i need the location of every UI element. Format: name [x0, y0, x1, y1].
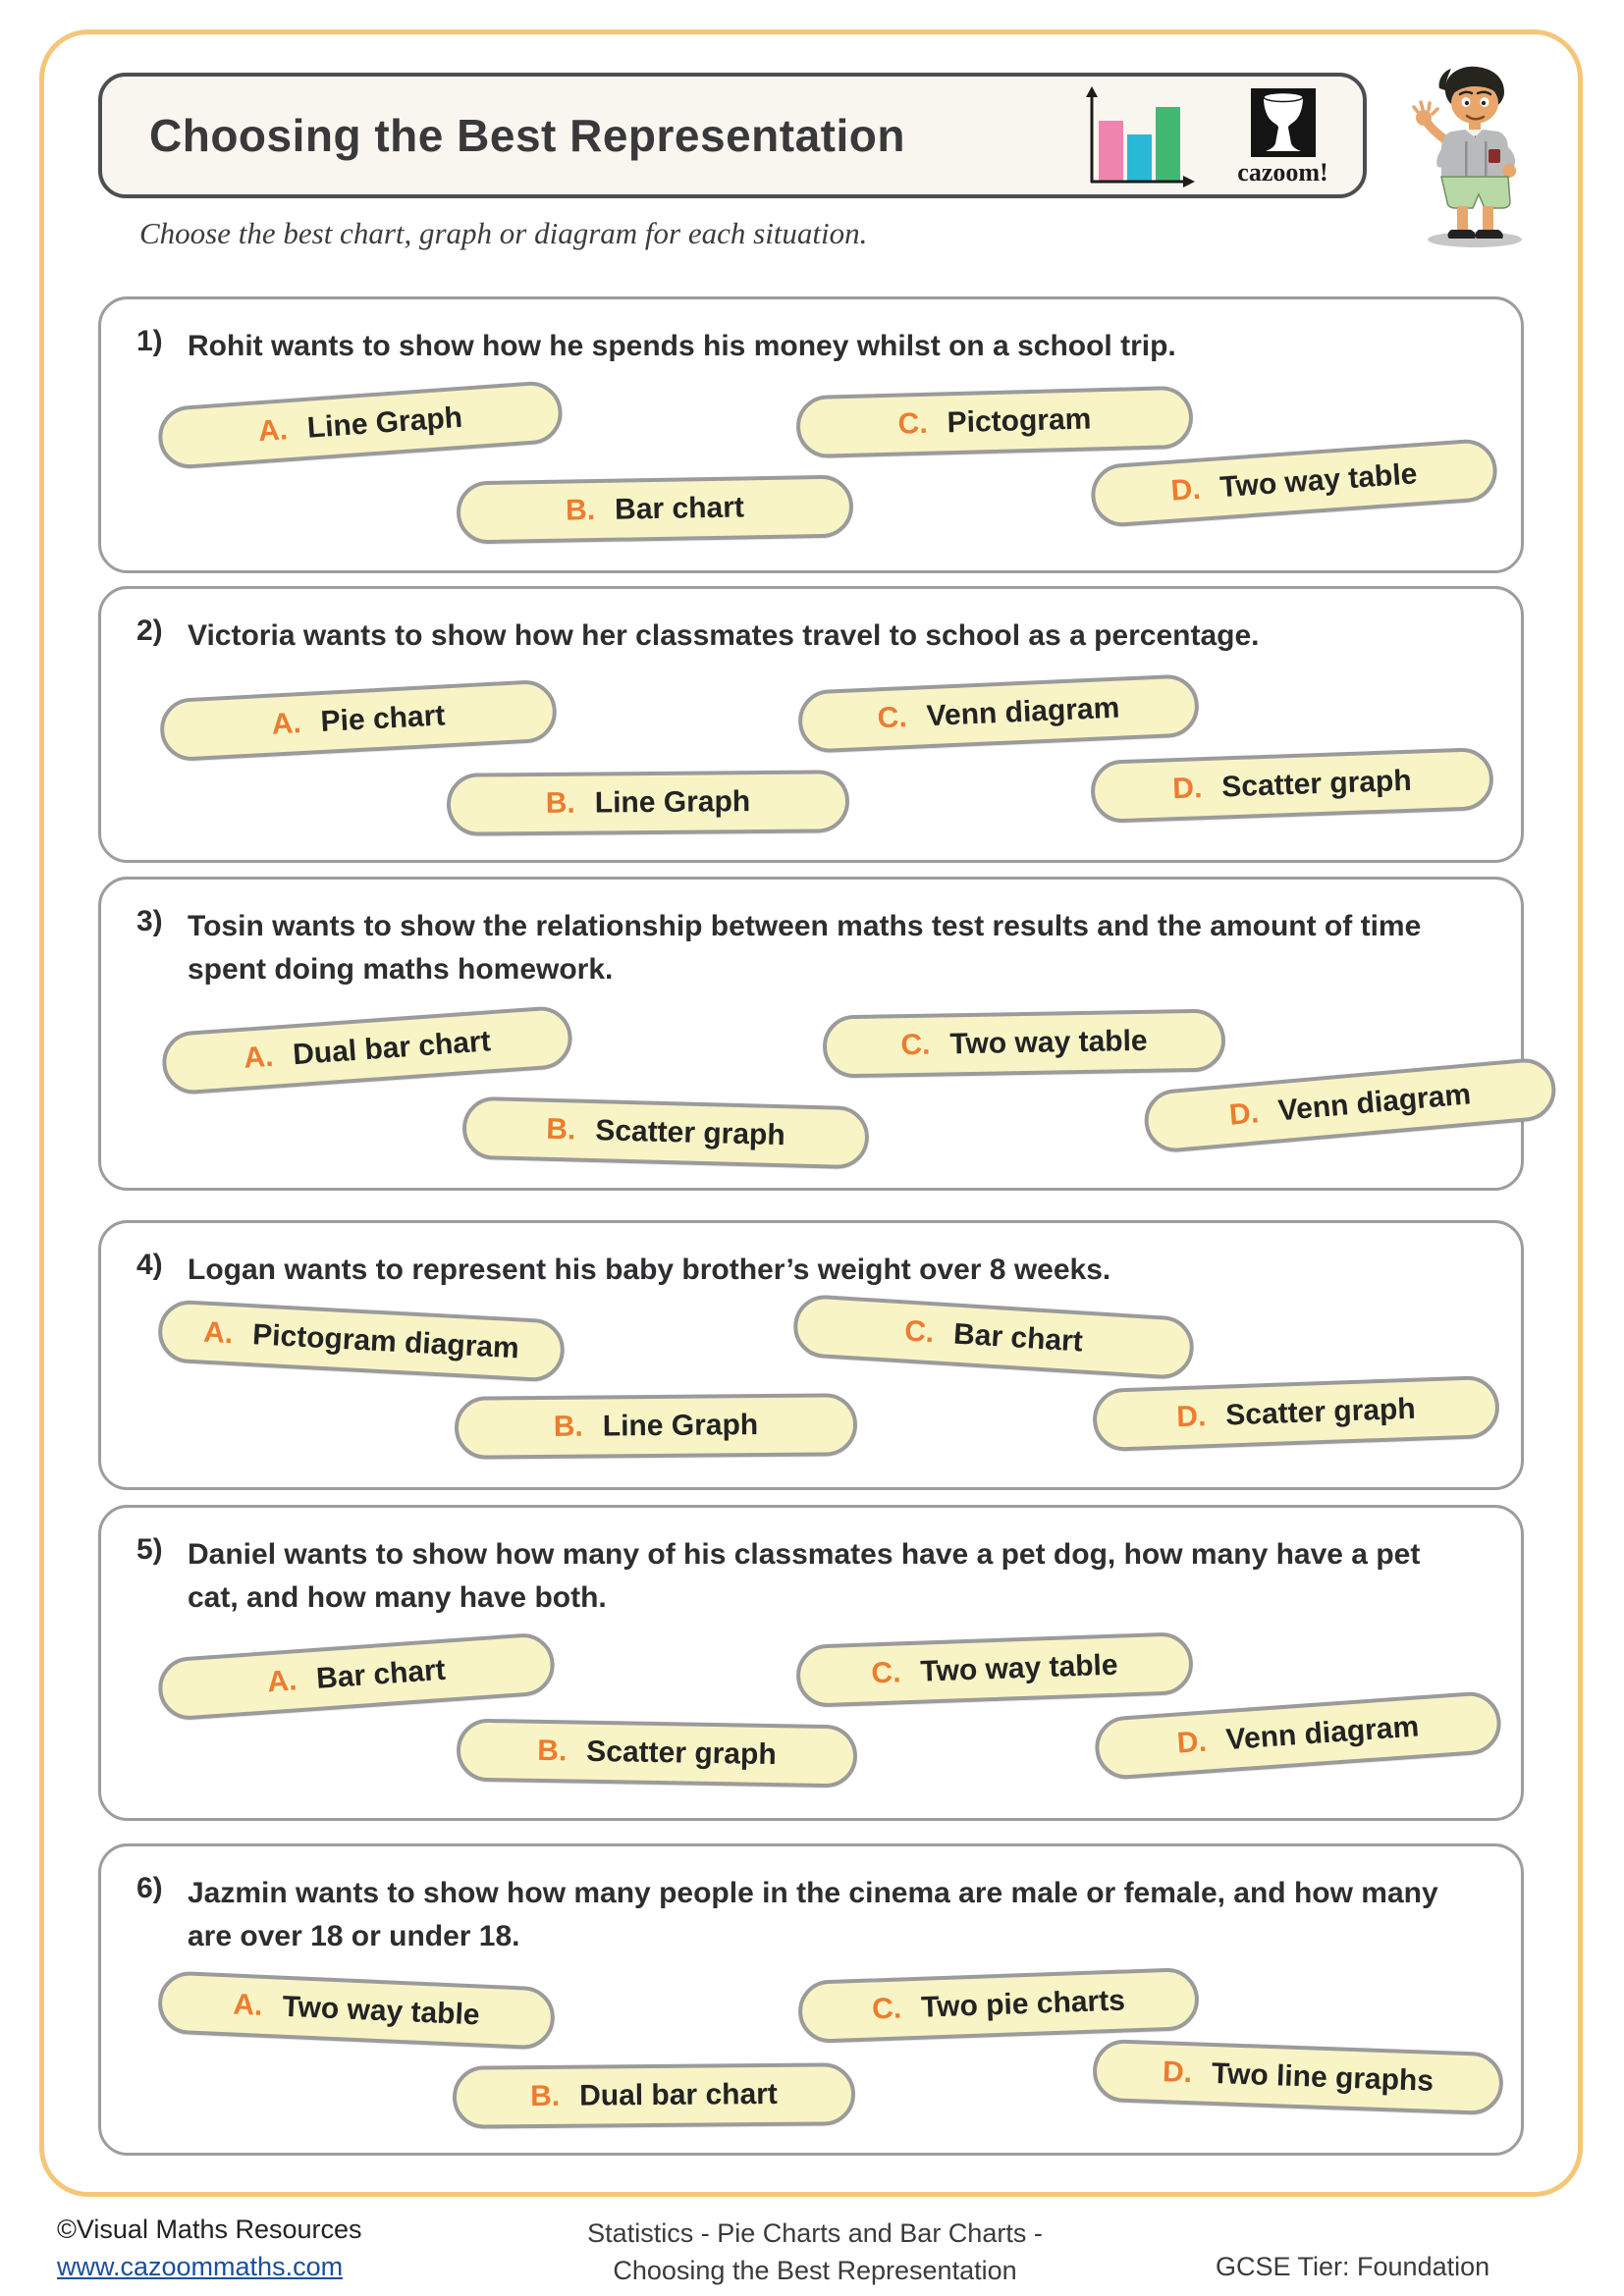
option-pill-1b[interactable] [456, 474, 853, 544]
website-link[interactable]: www.cazoommaths.com [57, 2252, 344, 2281]
option-pill-3d[interactable] [1142, 1056, 1558, 1154]
option-pill-3b[interactable] [461, 1096, 870, 1170]
page-title: Choosing the Best Representation [149, 110, 905, 161]
option-label: Scatter graph [1224, 1392, 1417, 1432]
option-letter: B. [553, 1410, 583, 1443]
cazoom-drum-icon [1251, 88, 1316, 157]
option-letter: B. [529, 2079, 561, 2113]
option-pill-6c[interactable] [797, 1967, 1200, 2044]
option-label: Pie chart [319, 699, 447, 738]
option-letter: D. [1169, 472, 1202, 507]
question-4-text [101, 1223, 1521, 1292]
footer-topic-line1: Statistics - Pie Charts and Bar Charts - [587, 2218, 1043, 2248]
option-letter: D. [1175, 1725, 1208, 1760]
question-number: 3) [136, 905, 163, 937]
question-number: 4) [136, 1249, 163, 1281]
option-pill-3a[interactable] [160, 1004, 573, 1095]
header [98, 73, 1367, 198]
question-2-box [98, 586, 1524, 863]
option-pill-4d[interactable] [1092, 1375, 1500, 1452]
option-label: Dual bar chart [292, 1025, 492, 1072]
option-label: Dual bar chart [578, 2077, 778, 2112]
question-1-text [101, 299, 1521, 368]
footer-topic-line2: Choosing the Best Representation [613, 2256, 1017, 2285]
question-body: Rohit wants to show how he spends his money whilst on a school trip. [188, 330, 1176, 362]
option-label: Venn diagram [1224, 1710, 1421, 1757]
option-letter: C. [903, 1314, 936, 1350]
option-letter: A. [266, 1664, 298, 1699]
question-4-box [98, 1220, 1524, 1490]
question-number: 1) [136, 325, 163, 357]
option-pill-4a[interactable] [157, 1299, 567, 1383]
option-letter: C. [897, 406, 929, 441]
option-label: Two way table [1218, 457, 1419, 505]
option-pill-6b[interactable] [453, 2062, 856, 2129]
option-label: Venn diagram [925, 691, 1120, 733]
option-pill-1d[interactable] [1089, 438, 1498, 529]
option-letter: C. [871, 1992, 902, 2026]
option-label: Scatter graph [1220, 764, 1413, 804]
footer-tier-text: GCSE Tier: Foundation [1216, 2252, 1490, 2281]
option-pill-5b[interactable] [456, 1718, 857, 1788]
option-letter: D. [1171, 772, 1203, 806]
option-label: Venn diagram [1276, 1078, 1473, 1128]
question-body: Tosin wants to show the relationship between maths test results and the amount of time spent doing maths homework. [188, 910, 1422, 986]
option-pill-1c[interactable] [795, 386, 1194, 459]
copyright-text: ©Visual Maths Resources [57, 2215, 362, 2244]
option-label: Pictogram [947, 402, 1092, 440]
option-label: Line Graph [602, 1409, 759, 1443]
option-label: Two way table [281, 1990, 481, 2032]
question-number: 5) [136, 1533, 163, 1566]
cazoom-logo [1217, 84, 1349, 187]
option-letter: D. [1175, 1400, 1207, 1434]
option-letter: B. [545, 786, 575, 820]
footer-copyright-block [57, 2215, 362, 2282]
option-pill-4c[interactable] [791, 1294, 1195, 1381]
question-2-text [101, 589, 1521, 658]
option-pill-2b[interactable] [447, 770, 850, 836]
question-body: Daniel wants to show how many of his classmates have a pet dog, how many have a pet cat, and how many have both. [188, 1538, 1421, 1614]
question-6-text [101, 1846, 1521, 1958]
option-letter: B. [545, 1112, 576, 1147]
option-letter: D. [1227, 1096, 1261, 1132]
option-pill-6d[interactable] [1092, 2039, 1504, 2116]
question-number: 6) [136, 1872, 163, 1904]
question-5-box [98, 1505, 1524, 1821]
option-pill-2a[interactable] [159, 678, 559, 762]
option-letter: C. [900, 1028, 931, 1062]
option-letter: B. [565, 494, 596, 527]
instructions-text: Choose the best chart, graph or diagram for each situation. [139, 216, 868, 250]
option-pill-2c[interactable] [797, 673, 1200, 754]
option-letter: A. [256, 413, 290, 449]
question-1-box [98, 296, 1524, 573]
option-pill-6a[interactable] [157, 1970, 556, 2051]
option-label: Two way table [919, 1648, 1119, 1688]
option-pill-3c[interactable] [822, 1008, 1225, 1078]
question-3-box [98, 877, 1524, 1191]
option-label: Line Graph [594, 785, 751, 820]
option-pill-5c[interactable] [795, 1631, 1194, 1708]
option-pill-4b[interactable] [455, 1393, 858, 1460]
option-label: Bar chart [315, 1653, 447, 1695]
option-label: Scatter graph [586, 1735, 777, 1772]
question-3-text [101, 880, 1521, 991]
bar-chart-icon [1079, 86, 1197, 199]
question-6-box [98, 1843, 1524, 2156]
option-label: Two line graphs [1211, 2056, 1435, 2098]
option-label: Two way table [949, 1024, 1148, 1061]
mascot-boy-illustration [1394, 59, 1551, 255]
option-label: Scatter graph [594, 1114, 786, 1152]
option-letter: B. [537, 1734, 568, 1768]
question-5-text [101, 1508, 1521, 1620]
option-letter: C. [870, 1656, 902, 1690]
option-label: Two pie charts [920, 1984, 1126, 2024]
option-letter: C. [877, 701, 908, 735]
option-letter: A. [243, 1040, 275, 1075]
option-pill-5a[interactable] [156, 1631, 556, 1722]
option-letter: D. [1162, 2056, 1193, 2090]
option-label: Pictogram diagram [251, 1318, 520, 1365]
option-letter: A. [270, 707, 302, 741]
cazoom-logo-text: cazoom! [1237, 158, 1328, 187]
option-letter: A. [232, 1988, 264, 2022]
option-pill-2d[interactable] [1090, 747, 1494, 824]
question-body: Jazmin wants to show how many people in the cinema are male or female, and how many are over 18 or under 18. [188, 1877, 1438, 1952]
option-letter: A. [202, 1315, 235, 1351]
question-body: Victoria wants to show how her classmates travel to school as a percentage. [188, 619, 1260, 652]
question-body: Logan wants to represent his baby brother’s weight over 8 weeks. [188, 1254, 1111, 1286]
footer-topic-block [491, 2215, 1139, 2289]
option-label: Bar chart [614, 491, 745, 526]
option-label: Bar chart [952, 1317, 1084, 1359]
option-label: Line Graph [305, 400, 464, 445]
option-pill-5d[interactable] [1093, 1690, 1502, 1782]
question-number: 2) [136, 614, 163, 647]
option-pill-1a[interactable] [156, 380, 564, 471]
